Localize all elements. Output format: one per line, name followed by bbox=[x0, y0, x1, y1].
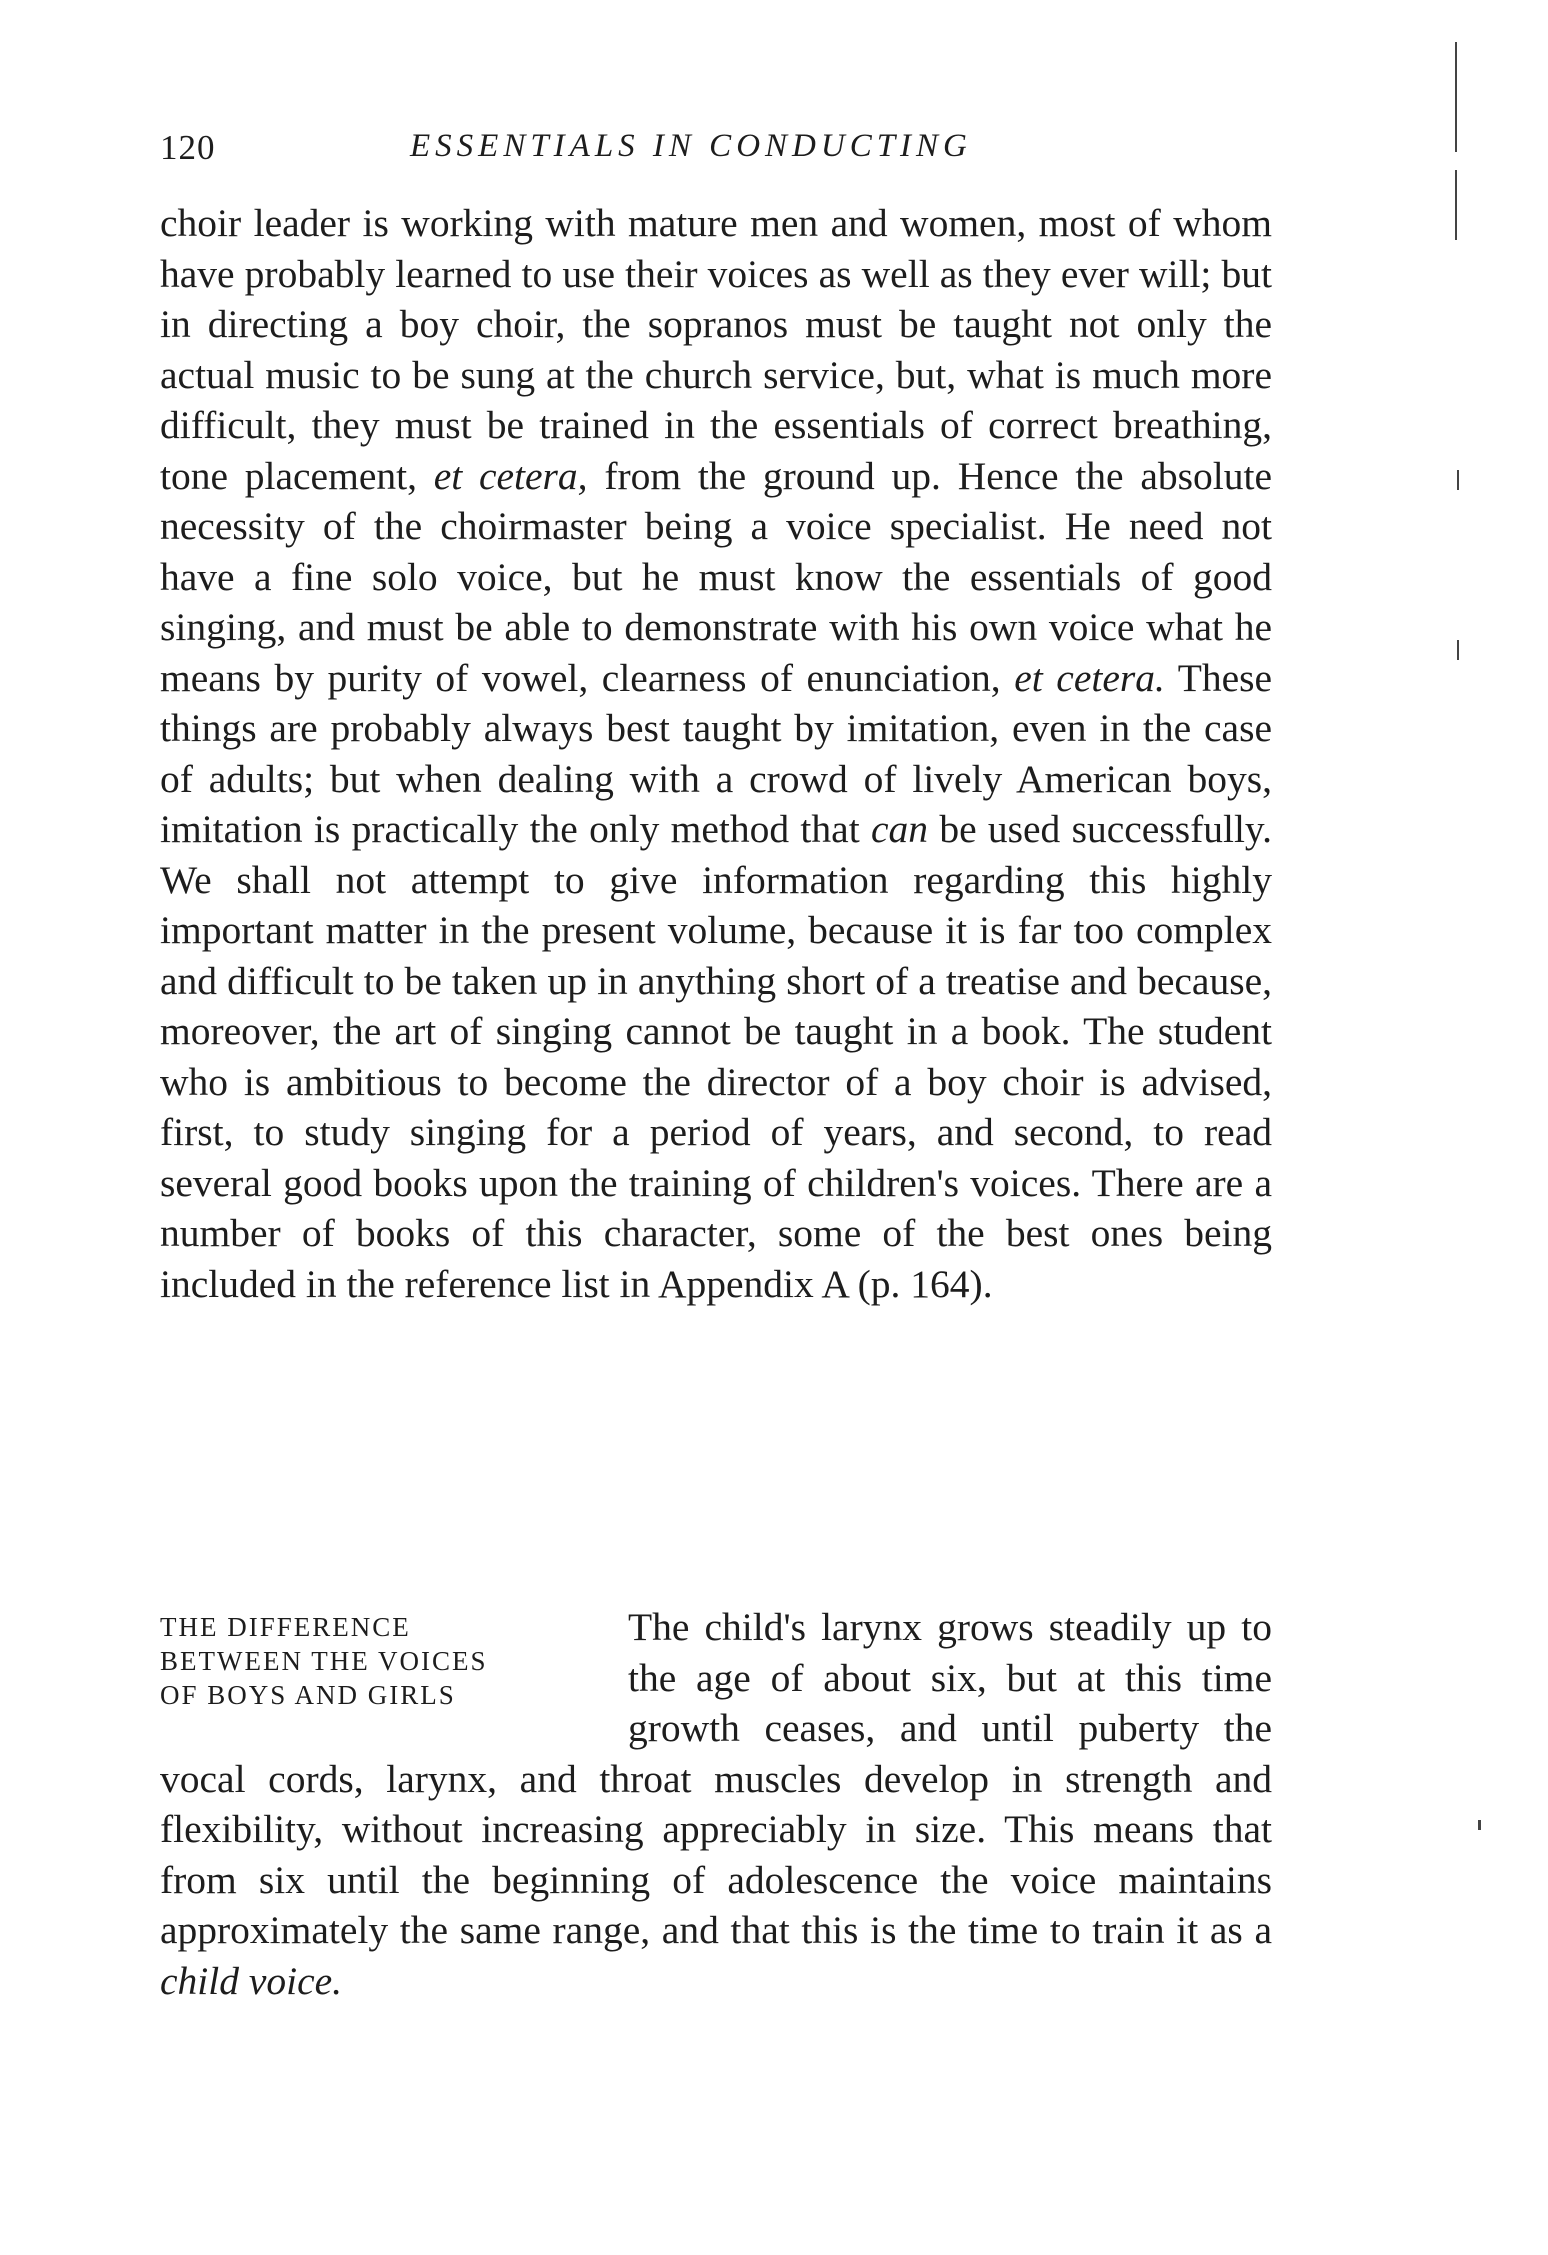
section-voice-difference bbox=[160, 1602, 1272, 2006]
scan-mark bbox=[1457, 640, 1459, 660]
scan-mark bbox=[1457, 470, 1459, 490]
paragraph-1 bbox=[160, 198, 1272, 1309]
running-title: ESSENTIALS IN CONDUCTING bbox=[410, 128, 972, 164]
scan-mark bbox=[1455, 42, 1457, 152]
side-heading-line: OF BOYS AND GIRLS bbox=[160, 1680, 456, 1710]
italic-et-cetera-1: et cetera, bbox=[433, 453, 588, 498]
section-paragraph-text: The child's larynx grows steadily up to the age of about six, but at this time growth ceases, and until puberty the vocal cords, larynx, and throat muscles develop in strength and flexibility, without increasing appreciably in size. This means that from six until the beginning of adolescence the voice maintains approximately the same range, and that this is the time to train it as a bbox=[160, 1605, 1272, 1952]
italic-et-cetera-2: et cetera. bbox=[1014, 655, 1165, 700]
italic-can: can bbox=[870, 807, 929, 851]
scan-mark bbox=[1478, 1820, 1481, 1830]
paragraph-1-text-c: These things are probably always best taught by imitation, even in the case of adults; but when dealing with a crowd of lively American boys, imitation is practically the only method that bbox=[160, 655, 1273, 851]
side-heading bbox=[160, 1610, 600, 1712]
paragraph-1-text-b: from the ground up. Hence the absolute necessity of the choirmaster being a voice specialist. He need not have a fine solo voice, but he must know the essentials of good singing, and must be able to demonstrate with his own voice what he means by purity of vowel, clearness of enunciation, bbox=[160, 453, 1272, 700]
page-number: 120 bbox=[160, 128, 216, 167]
paragraph-1-text-a: choir leader is working with mature men and women, most of whom have probably learned to use their voices as well as they ever will; but in directing a boy choir, the sopranos must be taught not only the actual music to be sung at the church service, but, what is much more difficult, they must be trained in the essentials of correct breathing, tone placement, bbox=[160, 201, 1272, 498]
running-header bbox=[160, 128, 1272, 168]
paragraph-1-text-d: be used successfully. We shall not attempt to give information regarding this highly important matter in the present volume, because it is far too complex and difficult to be taken up in anything short of a treatise and because, moreover, the art of singing cannot be taught in a book. The student who is ambitious to become the director of a boy choir is advised, first, to study singing for a period of years, and second, to read several good books upon the training of children's voices. There are a number of books of this character, some of the best ones being included in the reference list in Appendix A (p. 164). bbox=[160, 807, 1272, 1306]
italic-child-voice: child voice. bbox=[160, 1958, 343, 2003]
scan-mark bbox=[1455, 170, 1457, 240]
side-heading-line: THE DIFFERENCE bbox=[160, 1612, 411, 1642]
side-heading-line: BETWEEN THE VOICES bbox=[160, 1646, 488, 1676]
